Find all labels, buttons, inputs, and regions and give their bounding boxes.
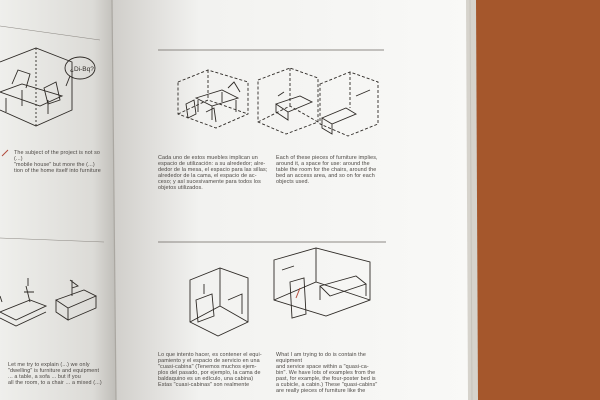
speech-bubble-text: ¿Di-Bq? [70, 66, 94, 73]
text-top-spanish: Cada uno de estos muebles implican un espacio de utilización: a su alrededor; alre- dedor de la mesa, el espacio para las sillas; alrededor de la cama, el espacio de ac- ceso; y así sucesivamente para todos los objetos utilizados. [158, 155, 268, 192]
text-bottom-english: What I am trying to do is contain the equipment and service space within a "quasi-ca- bin". We have lots of examples from the past, for example, the four-poster bed is a cubicle, a cabin.) These "quasi-cabins" are really pieces of furniture like the [276, 352, 378, 395]
left-caption-top: The subject of the project is not so (...) "mobile house" but more the (...) tion of the home itself into furniture [14, 150, 101, 175]
left-caption-bottom: Let me try to explain (...) we only "dwelling" is furniture and equipment ... a table, a sofa ... but if you all the room, to a chair ... a mixed (...) [8, 362, 102, 387]
left-page [0, 0, 116, 400]
text-top-english: Each of these pieces of furniture implies, around it, a space for use: around the table the room for the chairs, around the bed an access area, and so on for each objects used. [276, 155, 378, 186]
text-bottom-spanish: Lo que intento hacer, es contener el equi- pamiento y el espacio de servicio en una "cuasi-cabina" (Tenemos muchos ejem- plos del pasado, por ejemplo, la cama de baldaquino es un edículo, una cabina) Estas "cuasi-cabinas" son realmente [158, 352, 262, 389]
